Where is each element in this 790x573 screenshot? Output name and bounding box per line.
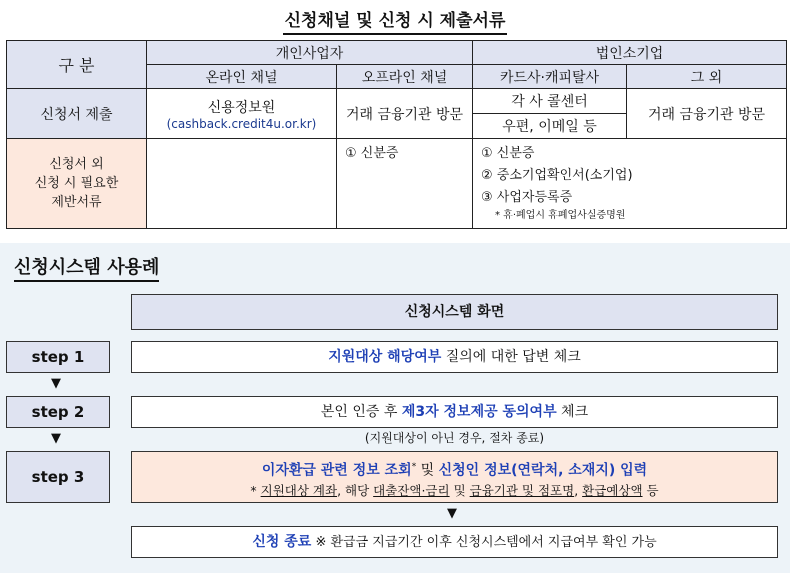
step1-highlight: 지원대상 해당여부 (328, 349, 442, 365)
arrow-down-icon: ▼ (51, 376, 61, 391)
step3-star: * (411, 462, 417, 472)
step1-box (131, 341, 778, 373)
cell-offline-visit: 거래 금융기관 방문 (337, 89, 473, 139)
cell-call-center: 각 사 콜센터 (473, 89, 627, 114)
cell-offline-docs (337, 139, 473, 229)
header-online: 온라인 채널 (147, 65, 337, 89)
step3-line2 (132, 481, 777, 501)
step3-note-refund: 환급예상액 (582, 482, 643, 498)
header-offline: 오프라인 채널 (337, 65, 473, 89)
step3-note-e: 등 (642, 482, 659, 498)
usage-title: 신청시스템 사용례 (14, 253, 159, 279)
cell-credit-agency (147, 89, 337, 139)
step3-highlight-1: 이자환급 관련 정보 조회 (261, 462, 412, 479)
row-docs-line3: 제반서류 (51, 195, 102, 210)
credit-agency-name: 신용정보원 (207, 99, 276, 116)
step3-box (131, 451, 778, 503)
channel-table (6, 40, 787, 229)
row-label-submit: 신청서 제출 (7, 89, 147, 139)
step2-label: step 2 (6, 396, 110, 428)
step1-label: step 1 (6, 341, 110, 373)
screen-header: 신청시스템 화면 (131, 294, 778, 330)
header-individual: 개인사업자 (147, 41, 473, 65)
step2-text-pre: 본인 인증 후 (320, 404, 402, 420)
cell-mail-email: 우편, 이메일 등 (473, 114, 627, 139)
step3-note-c: 및 (449, 482, 470, 498)
step3-note-loan: 대출잔액·금리 (373, 482, 450, 498)
corp-doc-3: ③ 사업자등록증 (481, 190, 573, 205)
row-docs-line2: 신청 시 필요한 (34, 176, 119, 191)
header-other: 그 외 (627, 65, 787, 89)
corp-doc-2: ② 중소기업확인서(소기업) (481, 168, 633, 183)
arrow-down-icon: ▼ (51, 431, 61, 446)
step3-note-account: 지원대상 계좌 (260, 482, 338, 498)
step3-line1 (132, 457, 777, 481)
row-docs-line1: 신청서 외 (49, 157, 104, 172)
credit-agency-url[interactable]: (cashback.credit4u.or.kr) (166, 116, 317, 131)
end-box (131, 526, 778, 558)
step3-note-branch: 금융기관 및 점포명 (469, 482, 575, 498)
header-card-capital: 카드사·캐피탈사 (473, 65, 627, 89)
step2-text: 체크 (556, 404, 589, 420)
row-label-docs (7, 139, 147, 229)
header-gubun: 구 분 (7, 41, 147, 89)
step1-text: 질의에 대한 답변 체크 (441, 349, 581, 365)
corp-doc-note: * 휴·폐업시 휴폐업사실증명원 (495, 210, 626, 221)
end-highlight: 신청 종료 (252, 534, 312, 550)
step3-note-a: * (250, 482, 261, 498)
corp-doc-1: ① 신분증 (481, 146, 535, 161)
usage-section (0, 243, 790, 573)
offline-doc-1: ① 신분증 (345, 146, 399, 161)
cell-online-docs (147, 139, 337, 229)
page-title: 신청채널 및 신청 시 제출서류 (0, 6, 790, 31)
cell-other-visit: 거래 금융기관 방문 (627, 89, 787, 139)
step2-note: (지원대상이 아닌 경우, 절차 종료) (364, 431, 545, 445)
arrow-down-icon: ▼ (447, 506, 457, 521)
step2-highlight: 제3자 정보제공 동의여부 (401, 404, 557, 420)
step3-note-b: , 해당 (337, 482, 374, 498)
step3-highlight-2: 신청인 정보(연락처, 소재지) 입력 (438, 462, 648, 479)
step3-mid: 및 (416, 462, 439, 479)
step3-note-d: , (574, 482, 583, 498)
step3-label: step 3 (6, 451, 110, 503)
header-corporate: 법인소기업 (473, 41, 787, 65)
step2-box (131, 396, 778, 428)
end-text: ※ 환급금 지급기간 이후 신청시스템에서 지급여부 확인 가능 (311, 535, 657, 550)
cell-corp-docs (473, 139, 787, 229)
